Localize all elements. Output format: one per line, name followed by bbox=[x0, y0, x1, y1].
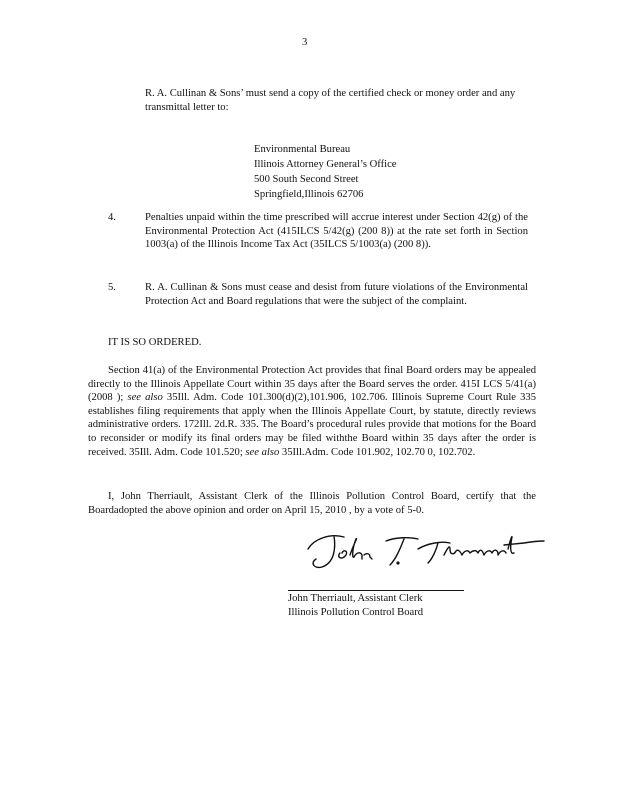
handwritten-signature bbox=[300, 519, 550, 579]
appeal-text: Section 41(a) of the Environmental Protection Act provides that final Board orders may be appealed directly to the Illinois Appellate Court within 35 days after the Board serves the order. 415I LCS 5/41(a) (2008 ); bbox=[88, 365, 536, 404]
address-line: Environmental Bureau bbox=[254, 144, 351, 155]
certification-paragraph: I, John Therriault, Assistant Clerk of the Illinois Pollution Control Board, certify that the Boardadopted the above opinion and order on April 15, 2010 , by a vote of 5-0. bbox=[88, 491, 536, 516]
item-number: 4. bbox=[108, 212, 116, 223]
order-item-5 bbox=[108, 281, 528, 325]
order-item-4 bbox=[108, 211, 528, 267]
appeal-text: 35Ill. Adm. Code 101.300(d)(2),101.906, 102.706. Illinois Supreme Court Rule 335 establishes filing requirements that apply when the Illinois Appellate Court, by statute, directly reviews administrative orders. 172Ill. 2d.R. 335. The Board’s procedural rules provide that motions for the Board to reconsider or modify its final orders may be filed withthe Board within 35 days after the order is received. 35Ill. Adm. Code 101.520; bbox=[88, 392, 536, 458]
page-number: 3 bbox=[302, 37, 308, 48]
so-ordered-heading: IT IS SO ORDERED. bbox=[108, 337, 202, 348]
see-also-text: see also bbox=[127, 392, 163, 404]
transmittal-paragraph: R. A. Cullinan & Sons’ must send a copy of the certified check or money order and any transmittal letter to: bbox=[145, 88, 516, 113]
signer-block bbox=[288, 592, 423, 620]
signature-line bbox=[288, 590, 464, 591]
item-number: 5. bbox=[108, 282, 116, 293]
appeal-paragraph bbox=[88, 364, 536, 459]
mailing-address bbox=[254, 142, 454, 202]
signer-name: John Therriault, Assistant Clerk bbox=[288, 593, 423, 604]
item-text: Penalties unpaid within the time prescribed will accrue interest under Section 42(g) of the Environmental Protection Act (415ILCS 5/42(g) (200 8)) at the rate set forth in Section 1003(a) of the Illinois Income Tax Act (35ILCS 5/1003(a) (200 8)). bbox=[145, 212, 528, 251]
see-also-text: see also bbox=[245, 446, 280, 458]
address-line: Springfield,Illinois 62706 bbox=[254, 189, 364, 200]
signer-organization: Illinois Pollution Control Board bbox=[288, 607, 424, 618]
address-line: 500 South Second Street bbox=[254, 174, 359, 185]
address-line: Illinois Attorney General’s Office bbox=[254, 159, 397, 170]
item-text: R. A. Cullinan & Sons must cease and desist from future violations of the Environmental Protection Act and Board regulations that were the subject of the complaint. bbox=[145, 282, 528, 307]
appeal-text: 35Ill.Adm. Code 101.902, 102.70 0, 102.702. bbox=[279, 446, 476, 458]
